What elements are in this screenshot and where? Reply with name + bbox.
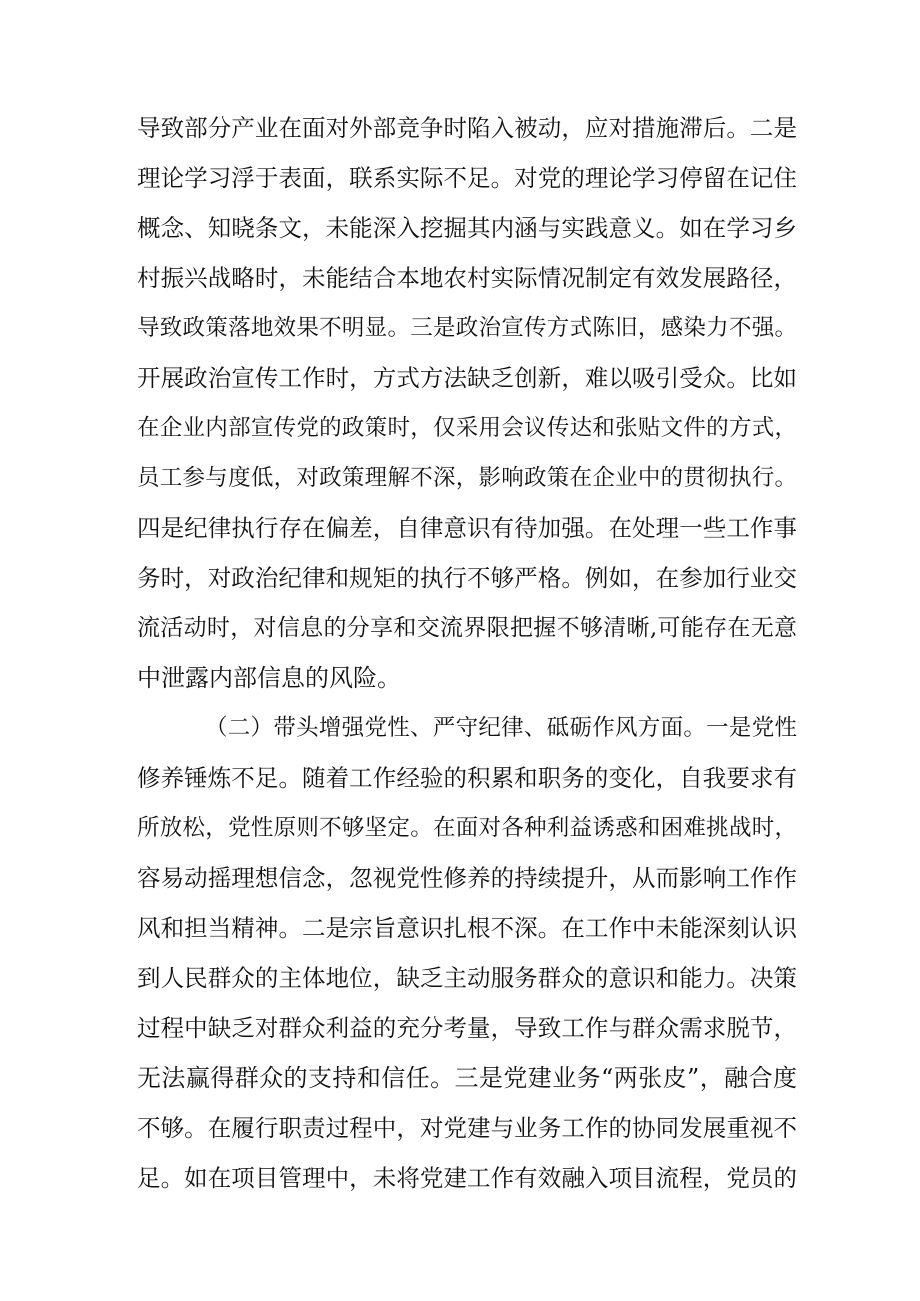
text-line: 过程中缺乏对群众利益的充分考量，导致工作与群众需求脱节，: [137, 1014, 797, 1042]
text-line: 四是纪律执行存在偏差，自律意识有待加强。在处理一些工作事: [137, 514, 797, 542]
text-line: 所放松，党性原则不够坚定。在面对各种利益诱惑和困难挑战时，: [137, 815, 797, 841]
text-line: 员工参与度低，对政策理解不深，影响政策在企业中的贯彻执行。: [137, 465, 797, 491]
text-line: 概念、知晓条文，未能深入挖掘其内涵与实践意义。如在学习乡: [137, 214, 797, 242]
section-heading-line: （二）带头增强党性、严守纪律、砥砺作风方面。一是党性: [205, 715, 797, 741]
text-line: 流活动时，对信息的分享和交流界限把握不够清晰,可能存在无意: [137, 615, 797, 641]
text-line: 修养锤炼不足。随着工作经验的积累和职务的变化，自我要求有: [137, 764, 797, 792]
text-line: 足。如在项目管理中，未将党建工作有效融入项目流程，党员的: [137, 1164, 797, 1192]
text-line: 村振兴战略时，未能结合本地农村实际情况制定有效发展路径，: [137, 264, 797, 292]
text-line: 务时，对政治纪律和规矩的执行不够严格。例如，在参加行业交: [137, 564, 797, 592]
text-line: 到人民群众的主体地位，缺乏主动服务群众的意识和能力。决策: [137, 964, 797, 992]
text-line: 不够。在履行职责过程中，对党建与业务工作的协同发展重视不: [137, 1114, 797, 1142]
text-line: 无法赢得群众的支持和信任。三是党建业务“两张皮”，融合度: [137, 1064, 797, 1092]
text-line: 导致政策落地效果不明显。三是政治宣传方式陈旧，感染力不强。: [137, 315, 797, 341]
text-line: 理论学习浮于表面，联系实际不足。对党的理论学习停留在记住: [137, 164, 797, 192]
text-line: 中泄露内部信息的风险。: [137, 664, 401, 692]
text-line: 导致部分产业在面对外部竞争时陷入被动，应对措施滞后。二是: [137, 114, 797, 142]
text-line: 开展政治宣传工作时，方式方法缺乏创新，难以吸引受众。比如: [137, 364, 797, 392]
text-line: 在企业内部宣传党的政策时，仅采用会议传达和张贴文件的方式，: [137, 415, 797, 441]
text-line: 风和担当精神。二是宗旨意识扎根不深。在工作中未能深刻认识: [137, 914, 797, 942]
text-line: 容易动摇理想信念，忽视党性修养的持续提升，从而影响工作作: [137, 864, 797, 892]
